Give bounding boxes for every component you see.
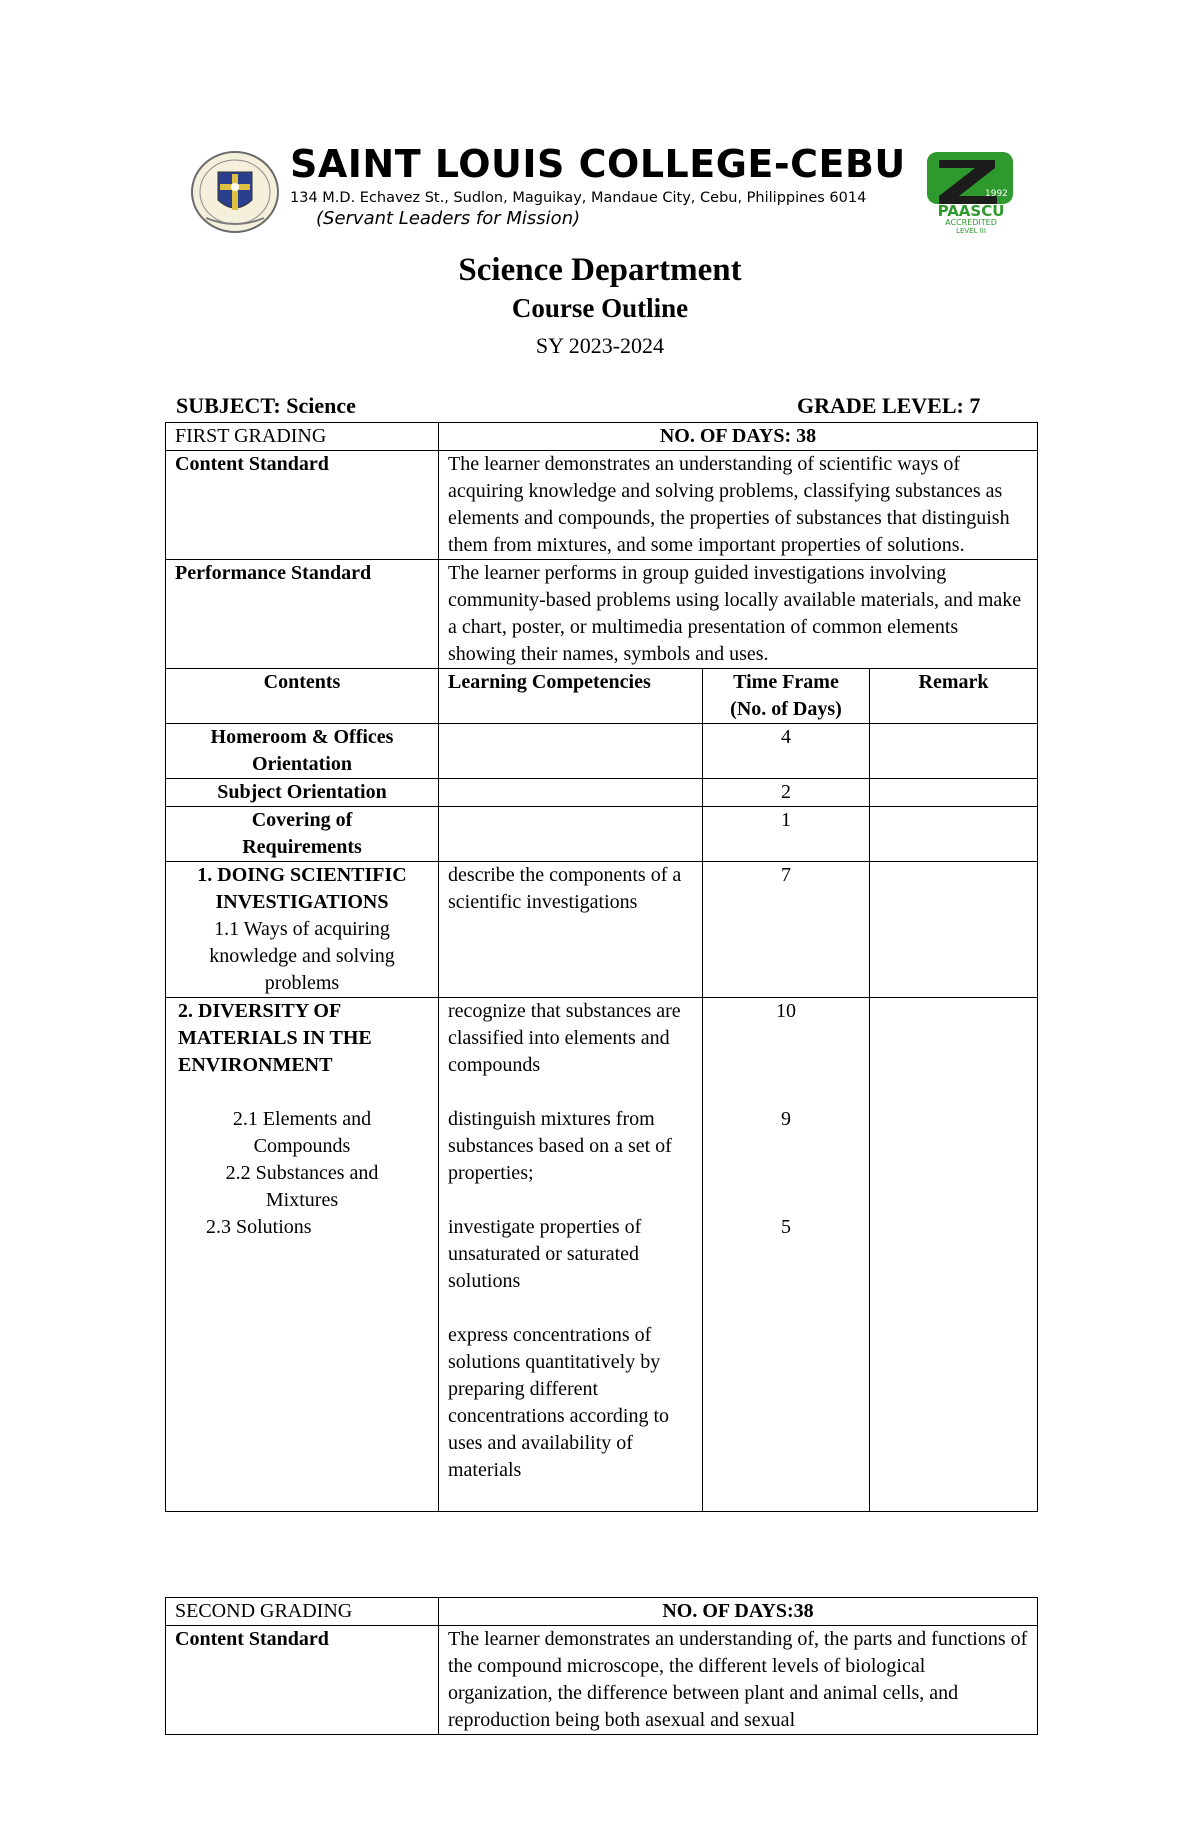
table-row	[166, 1626, 1038, 1735]
competency-item: express concentrations of solutions quantitatively by preparing different concentrations according to uses and availability of materials	[448, 1324, 670, 1481]
competency-cell	[439, 807, 703, 862]
days-value: 5	[781, 1216, 791, 1238]
remark-cell	[870, 807, 1038, 862]
content-cell: Subject Orientation	[166, 779, 439, 807]
second-grading-table	[165, 1597, 1038, 1735]
table-row	[166, 862, 1038, 998]
remark-cell	[870, 779, 1038, 807]
competency-item: recognize that substances are classified into elements and compounds	[448, 1000, 681, 1076]
column-header-competencies: Learning Competencies	[439, 669, 703, 724]
competency-item: distinguish mixtures from substances based on a set of properties;	[448, 1108, 672, 1184]
table-row	[166, 560, 1038, 669]
days-cell: 1	[703, 807, 870, 862]
remark-cell	[870, 998, 1038, 1512]
table-row	[166, 807, 1038, 862]
second-grading-days: NO. OF DAYS:38	[439, 1598, 1038, 1626]
column-header-remark: Remark	[870, 669, 1038, 724]
unit-subtopic: 2.1 Elements and Compounds	[232, 1108, 372, 1157]
competency-cell	[439, 779, 703, 807]
competency-cell: describe the components of a scientific investigations	[439, 862, 703, 998]
table-row	[166, 724, 1038, 779]
accreditation-level: LEVEL III	[956, 227, 986, 234]
second-grading-label: SECOND GRADING	[166, 1598, 439, 1626]
days-value: 9	[781, 1108, 791, 1130]
days-cell	[703, 998, 870, 1512]
accreditation-name: PAASCU	[937, 202, 1005, 220]
school-name: SAINT LOUIS COLLEGE-CEBU	[290, 142, 906, 186]
content-cell	[166, 862, 439, 998]
days-cell: 4	[703, 724, 870, 779]
table-row	[166, 451, 1038, 560]
unit-title: 2. DIVERSITY OF MATERIALS IN THE ENVIRONMENT	[178, 1000, 372, 1076]
column-header-contents: Contents	[166, 669, 439, 724]
unit-subtopic: 2.3 Solutions	[206, 1216, 312, 1238]
unit-subtopic: 1.1 Ways of acquiring knowledge and solving problems	[209, 918, 395, 994]
first-grading-label: FIRST GRADING	[166, 423, 439, 451]
content-cell: Covering of Requirements	[166, 807, 439, 862]
school-header	[190, 142, 1020, 242]
content-standard-text: The learner demonstrates an understanding of scientific ways of acquiring knowledge and solving problems, classifying substances as elements and compounds, the properties of substances that distinguish them from mixtures, and some important properties of solutions.	[439, 451, 1038, 560]
subject-label: SUBJECT: Science	[176, 393, 356, 418]
remark-cell	[870, 862, 1038, 998]
content-standard-label: Content Standard	[166, 1626, 439, 1735]
days-value: 10	[776, 1000, 796, 1022]
unit-title: 1. DOING SCIENTIFIC INVESTIGATIONS	[197, 864, 407, 913]
competency-item: investigate properties of unsaturated or saturated solutions	[448, 1216, 642, 1292]
unit-subtopic: 2.2 Substances and Mixtures	[225, 1162, 379, 1211]
grade-level-label: GRADE LEVEL: 7	[797, 393, 981, 418]
content-cell	[166, 998, 439, 1512]
department-title: Science Department	[458, 252, 742, 288]
days-cell: 7	[703, 862, 870, 998]
table-row	[166, 1598, 1038, 1626]
days-cell: 2	[703, 779, 870, 807]
content-standard-text: The learner demonstrates an understanding of, the parts and functions of the compound microscope, the different levels of biological organization, the difference between plant and animal cells, and reproduction being both asexual and sexual	[439, 1626, 1038, 1735]
school-year: SY 2023-2024	[535, 333, 665, 358]
school-address: 134 M.D. Echavez St., Sudlon, Maguikay, Mandaue City, Cebu, Philippines 6014	[290, 190, 867, 206]
performance-standard-label: Performance Standard	[166, 560, 439, 669]
table-row	[166, 423, 1038, 451]
first-grading-days: NO. OF DAYS: 38	[439, 423, 1038, 451]
school-seal-icon	[190, 150, 280, 234]
document-title: Course Outline	[511, 293, 689, 323]
first-grading-table	[165, 422, 1038, 1512]
paascu-logo-icon	[925, 150, 1017, 234]
remark-cell	[870, 724, 1038, 779]
content-cell: Homeroom & Offices Orientation	[166, 724, 439, 779]
competency-cell	[439, 724, 703, 779]
content-standard-label: Content Standard	[166, 451, 439, 560]
competency-cell	[439, 998, 703, 1512]
column-header-row	[166, 669, 1038, 724]
table-row	[166, 779, 1038, 807]
table-row	[166, 998, 1038, 1512]
performance-standard-text: The learner performs in group guided investigations involving community-based problems using locally available materials, and make a chart, poster, or multimedia presentation of common elements showing their names, symbols and uses.	[439, 560, 1038, 669]
accreditation-year: 1992	[985, 189, 1008, 199]
column-header-time-frame: Time Frame (No. of Days)	[703, 669, 870, 724]
accreditation-status: ACCREDITED	[945, 218, 997, 227]
school-motto: (Servant Leaders for Mission)	[316, 208, 581, 229]
